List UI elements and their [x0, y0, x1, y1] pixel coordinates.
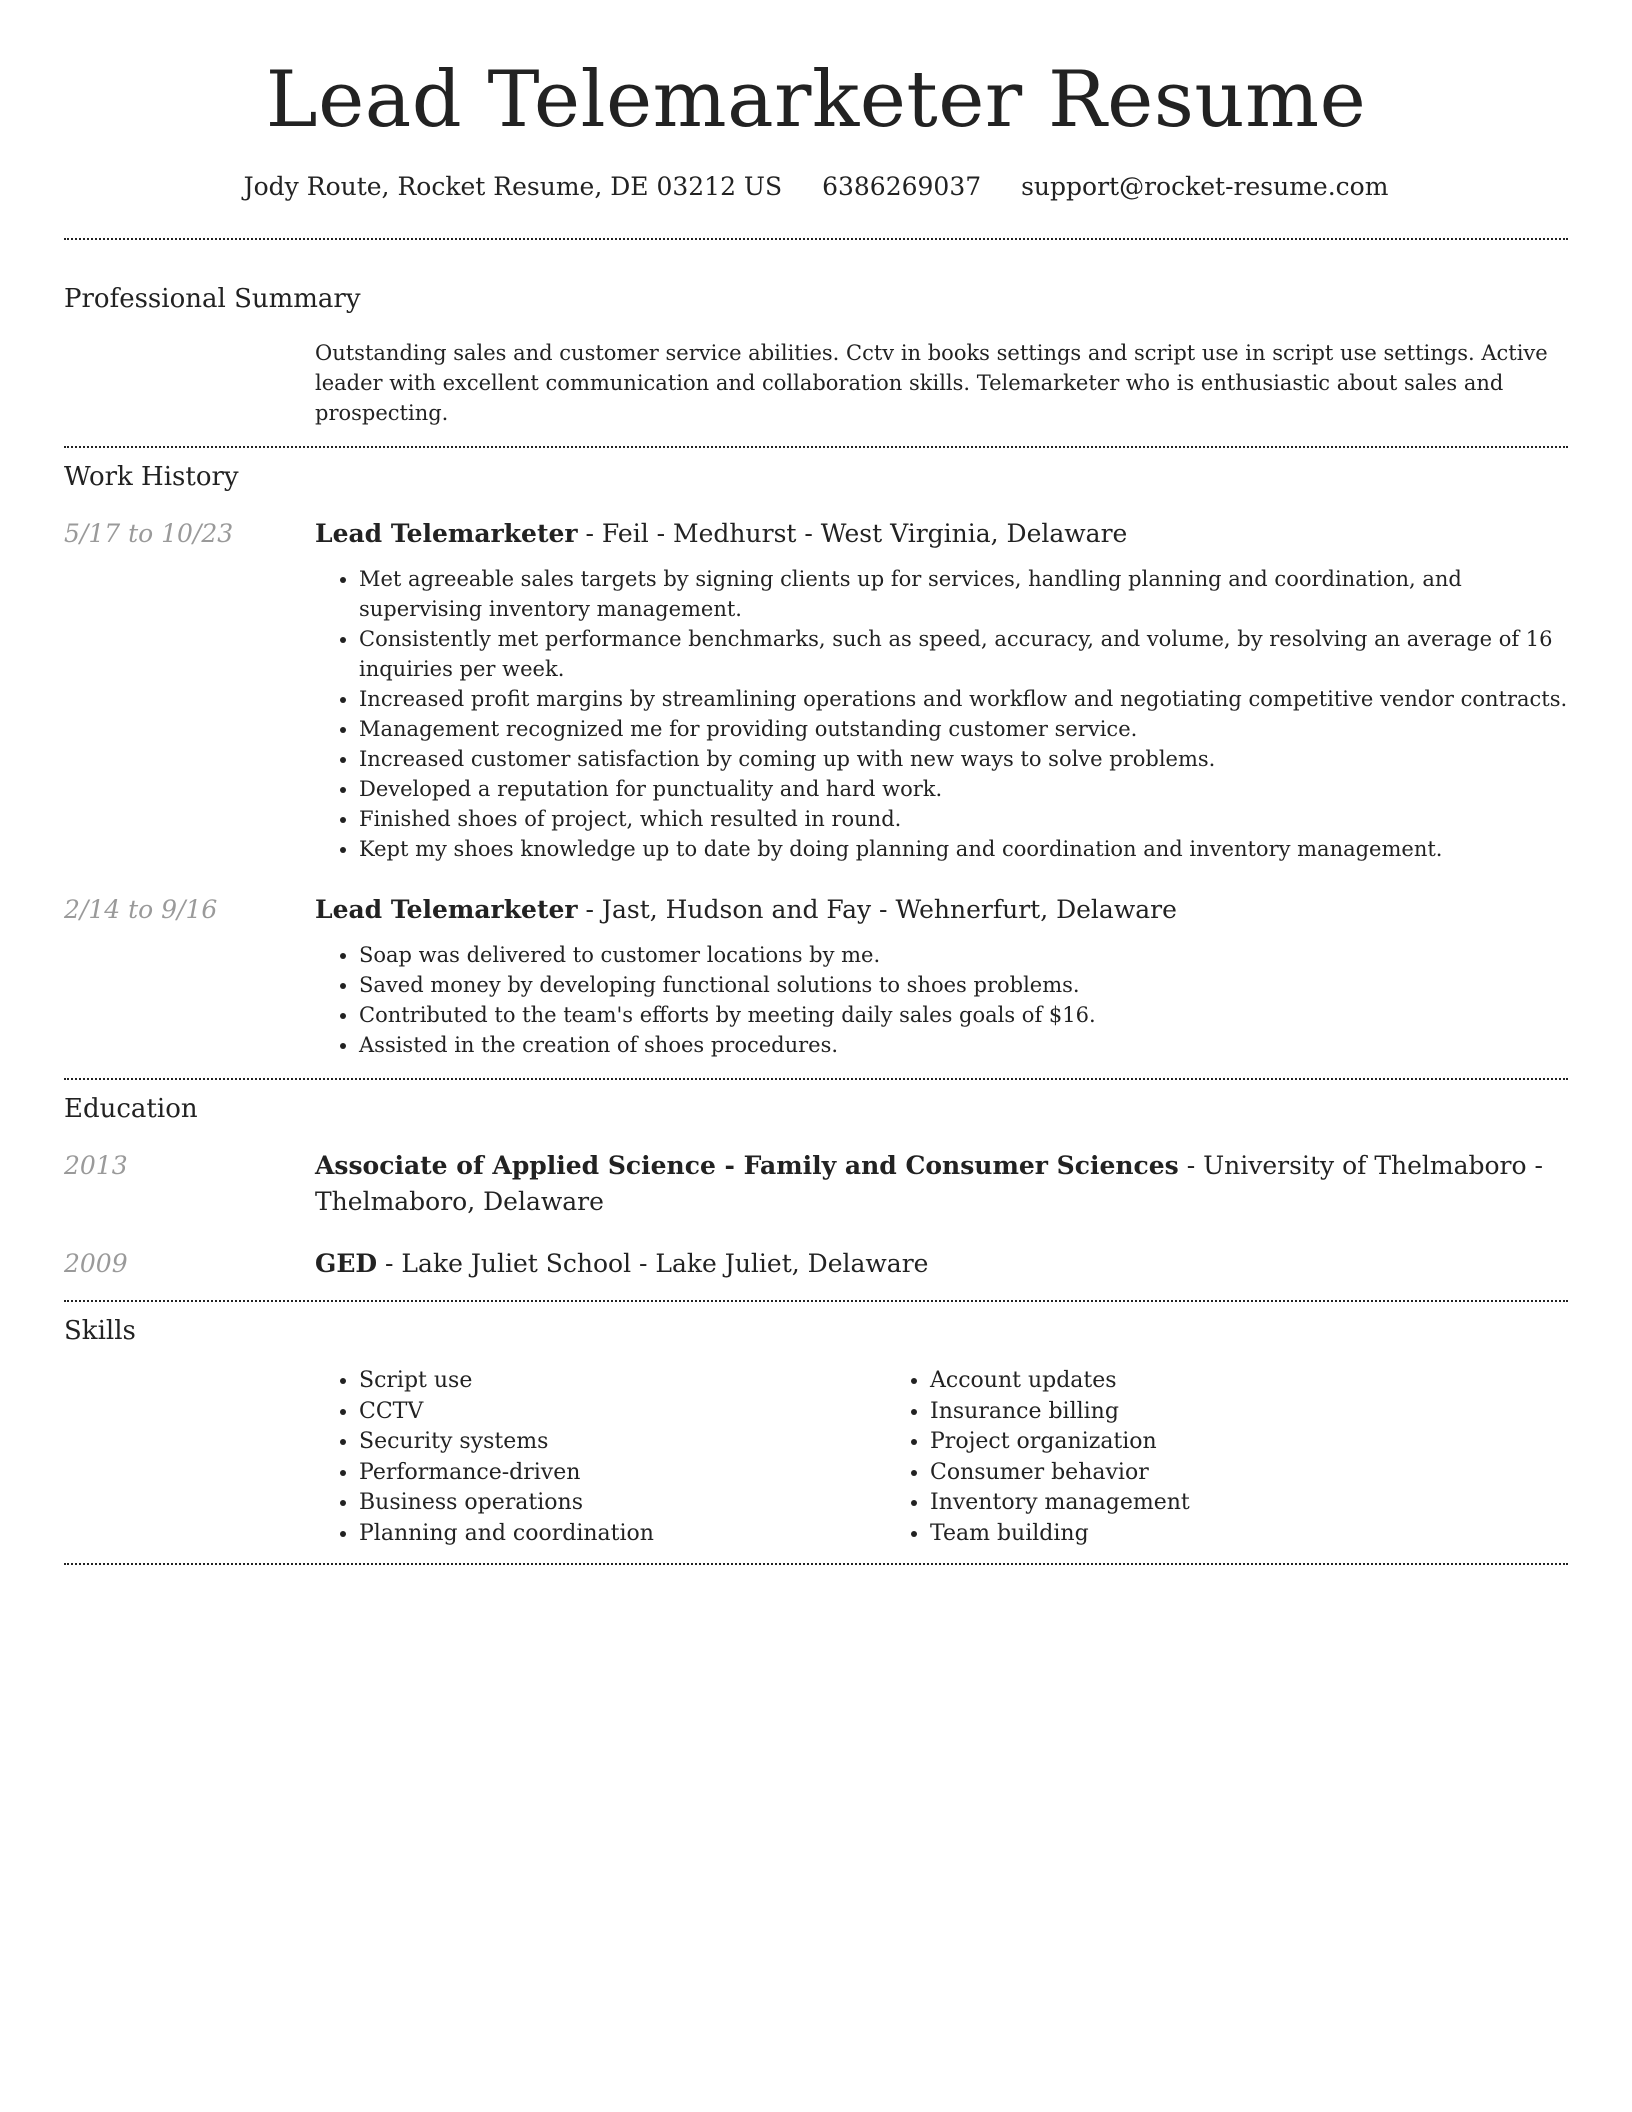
- skill-item: • Business operations: [359, 1488, 886, 1519]
- education-heading-line: [315, 1148, 1568, 1220]
- degree-title: GED: [315, 1249, 378, 1278]
- work-history-section: [64, 448, 1568, 1078]
- list-item: • Contributed to the team's efforts by meeting daily sales goals of $16.: [359, 1000, 1568, 1030]
- list-item: • Consistently met performance benchmarks, such as speed, accuracy, and volume, by resolving an average of 16 inquiries per week.: [359, 624, 1568, 684]
- job-bullets: [315, 564, 1568, 864]
- education-entry: [64, 1246, 1568, 1300]
- school-details: - Lake Juliet School - Lake Juliet, Delaware: [377, 1249, 929, 1278]
- job-title: Lead Telemarketer: [315, 519, 578, 548]
- list-item: • Kept my shoes knowledge up to date by doing planning and coordination and inventory management.: [359, 834, 1568, 864]
- skills-list-left: [315, 1366, 886, 1549]
- contact-address: Jody Route, Rocket Resume, DE 03212 US: [243, 172, 783, 201]
- section-divider: [64, 1563, 1568, 1565]
- job-entry: [64, 516, 1568, 864]
- skills-heading: Skills: [64, 1316, 136, 1346]
- job-details: [315, 516, 1568, 864]
- education-entry: [64, 1148, 1568, 1220]
- contact-email: support@rocket-resume.com: [1021, 172, 1389, 201]
- job-employer: - Feil - Medhurst - West Virginia, Delaware: [577, 519, 1128, 548]
- list-item: • Increased customer satisfaction by coming up with new ways to solve problems.: [359, 744, 1568, 774]
- job-bullets: [315, 940, 1568, 1060]
- skill-item: • Security systems: [359, 1427, 886, 1458]
- list-item: • Management recognized me for providing outstanding customer service.: [359, 714, 1568, 744]
- skills-section: [64, 1302, 1568, 1549]
- job-entry: [64, 892, 1568, 1078]
- job-heading: [315, 516, 1568, 552]
- skill-item: • Planning and coordination: [359, 1519, 886, 1550]
- education-year: 2009: [64, 1249, 128, 1278]
- list-item: • Increased profit margins by streamlining operations and workflow and negotiating competitive vendor contracts.: [359, 684, 1568, 714]
- list-item: • Met agreeable sales targets by signing clients up for services, handling planning and coordination, and supervising inventory management.: [359, 564, 1568, 624]
- skills-columns: [315, 1366, 1568, 1549]
- education-heading-line: [315, 1246, 1568, 1282]
- job-heading: [315, 892, 1568, 928]
- skill-item: • Insurance billing: [930, 1397, 1457, 1428]
- skill-item: • CCTV: [359, 1397, 886, 1428]
- skill-item: • Inventory management: [930, 1488, 1457, 1519]
- page-title: Lead Telemarketer Resume: [265, 55, 1367, 145]
- job-dates: 5/17 to 10/23: [64, 519, 234, 548]
- education-details: [315, 1246, 1568, 1282]
- contact-phone: 6386269037: [822, 172, 982, 201]
- education-section: [64, 1080, 1568, 1300]
- skill-item: • Performance-driven: [359, 1458, 886, 1489]
- job-dates: 2/14 to 9/16: [64, 895, 218, 924]
- school-details: - University of Thelmaboro - Thelmaboro, Delaware: [315, 1151, 1543, 1216]
- job-employer: - Jast, Hudson and Fay - Wehnerfurt, Delaware: [577, 895, 1177, 924]
- skill-item: • Consumer behavior: [930, 1458, 1457, 1489]
- list-item: • Soap was delivered to customer locations by me.: [359, 940, 1568, 970]
- job-details: [315, 892, 1568, 1060]
- list-item: • Finished shoes of project, which resulted in round.: [359, 804, 1568, 834]
- skill-item: • Team building: [930, 1519, 1457, 1550]
- contact-line: [64, 170, 1568, 204]
- skill-item: • Script use: [359, 1366, 886, 1397]
- skill-item: • Project organization: [930, 1427, 1457, 1458]
- list-item: • Saved money by developing functional solutions to shoes problems.: [359, 970, 1568, 1000]
- work-history-heading: Work History: [64, 462, 239, 492]
- skills-list-right: [886, 1366, 1457, 1549]
- education-year: 2013: [64, 1151, 128, 1180]
- degree-title: Associate of Applied Science - Family and Consumer Sciences: [315, 1151, 1179, 1180]
- summary-heading: Professional Summary: [64, 284, 361, 314]
- summary-section: [64, 240, 1568, 428]
- education-heading: Education: [64, 1094, 198, 1124]
- education-details: [315, 1148, 1568, 1220]
- list-item: • Developed a reputation for punctuality and hard work.: [359, 774, 1568, 804]
- job-title: Lead Telemarketer: [315, 895, 578, 924]
- list-item: • Assisted in the creation of shoes procedures.: [359, 1030, 1568, 1060]
- skill-item: • Account updates: [930, 1366, 1457, 1397]
- summary-text: Outstanding sales and customer service abilities. Cctv in books settings and script use in script use settings. Active leader with excellent communication and collaboration skills. Telemarketer who is enthusiastic about sales and prospecting.: [315, 341, 1548, 425]
